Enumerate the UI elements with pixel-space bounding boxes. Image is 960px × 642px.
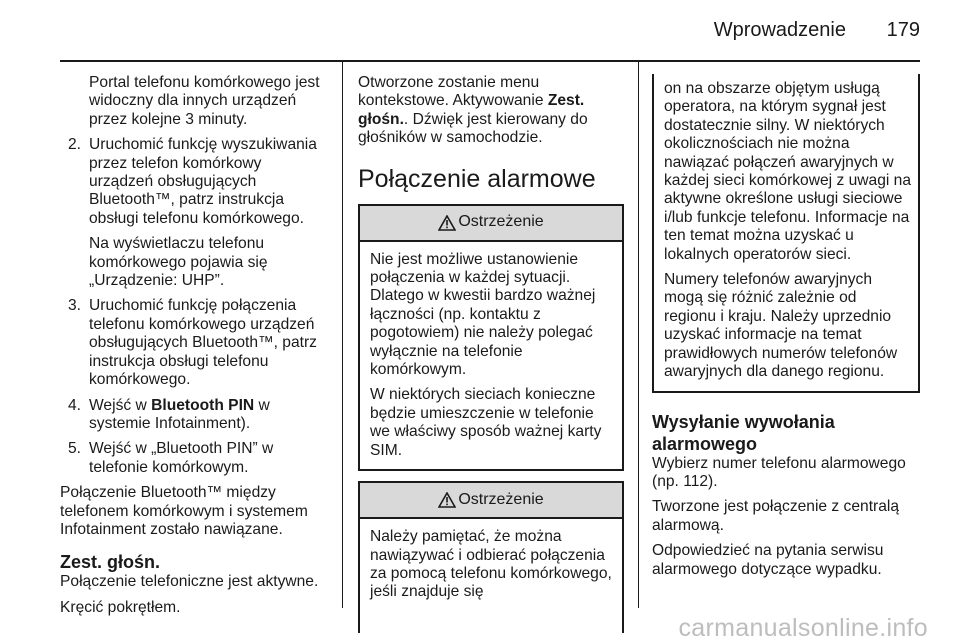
warning-box-2-continued bbox=[652, 74, 920, 393]
connection-paragraph: Tworzone jest połączenie z centralą alarmową. bbox=[652, 498, 900, 534]
warning-title: Ostrzeżenie bbox=[458, 490, 544, 508]
list-item-3 bbox=[60, 297, 326, 389]
warning-box-1 bbox=[358, 204, 624, 471]
context-menu-paragraph bbox=[358, 74, 624, 148]
list-item-2 bbox=[60, 136, 326, 290]
emergency-call-heading: Wysyłanie wywołania alarmowego bbox=[652, 411, 835, 454]
warning-body bbox=[360, 242, 622, 469]
warning-paragraph: Nie jest możliwe ustanowienie połączenia w każdej sytuacji. Dlatego w kwestii bardzo ważnej łączności (np. kontaktu z pogotowiem) nie należy polegać wyłącznie na telefonie komórkowym. bbox=[370, 250, 596, 379]
connected-paragraph: Połączenie Bluetooth™ między telefonem komórkowym i systemem Infotainment zostało nawiązane. bbox=[60, 484, 308, 538]
warning-header bbox=[360, 206, 622, 242]
intro-paragraph: Portal telefonu komórkowego jest widoczny dla innych urządzeń przez kolejne 3 minuty. bbox=[89, 74, 320, 128]
warning-triangle-icon bbox=[438, 492, 456, 508]
list-number: 5. bbox=[68, 440, 82, 458]
warning-paragraph: Należy pamiętać, że można nawiązywać i odbierać połączenia za pomocą telefonu komórkowego, jeśli znajduje się bbox=[370, 528, 612, 601]
column-3 bbox=[652, 74, 920, 586]
header-divider bbox=[60, 60, 920, 62]
answer-questions-paragraph: Odpowiedzieć na pytania serwisu alarmowego dotyczące wypadku. bbox=[652, 542, 884, 578]
warning-triangle-icon bbox=[438, 215, 456, 231]
list-item-text: Wejść w „Bluetooth PIN” w telefonie komórkowym. bbox=[89, 440, 274, 476]
dial-number-paragraph: Wybierz numer telefonu alarmowego (np. 112). bbox=[652, 454, 906, 490]
list-number: 3. bbox=[68, 297, 82, 315]
turn-knob-paragraph: Kręcić pokrętłem. bbox=[60, 598, 181, 616]
handsfree-heading: Zest. głośn. bbox=[60, 552, 161, 573]
text-fragment: Otworzone zostanie menu kontekstowe. Aktywowanie bbox=[358, 74, 548, 110]
page-number: 179 bbox=[886, 19, 920, 41]
warning-paragraph: W niektórych sieciach konieczne będzie umieszczenie w telefonie we właściwy sposób ważnej karty SIM. bbox=[370, 386, 602, 459]
bluetooth-pin-label: Bluetooth PIN bbox=[151, 396, 255, 414]
section-title: Połączenie alarmowe bbox=[358, 164, 596, 193]
list-number: 2. bbox=[68, 136, 82, 154]
list-item-text: Uruchomić funkcję wyszukiwania przez telefon komórkowy urządzeń obsługujących Bluetooth™, patrz instrukcja obsługi telefonu komórkowego. bbox=[89, 136, 317, 227]
warning-header bbox=[360, 483, 622, 519]
text-fragment: w systemie Infotainment). bbox=[89, 396, 270, 432]
page-header-title: Wprowadzenie bbox=[713, 19, 846, 41]
list-item-text: Uruchomić funkcję połączenia telefonu komórkowego urządzeń obsługujących Bluetooth™, patrz instrukcja obsługi telefonu komórkowego. bbox=[89, 297, 317, 389]
list-item-note: Na wyświetlaczu telefonu komórkowego pojawia się „Urządzenie: UHP”. bbox=[89, 235, 268, 290]
column-divider-1 bbox=[342, 62, 343, 608]
text-fragment: . Dźwięk jest kierowany do głośników w samochodzie. bbox=[358, 110, 588, 147]
warning-paragraph: Numery telefonów awaryjnych mogą się różnić zależnie od regionu i kraju. Należy uprzednio uzyskać informacje na temat prawidłowych numerów telefonów awaryjnych dla danego regionu. bbox=[664, 271, 898, 381]
warning-title: Ostrzeżenie bbox=[458, 213, 544, 231]
warning-paragraph: on na obszarze objętym usługą operatora, na którym sygnał jest dostatecznie silny. W niektórych okolicznościach nie można nawiązać połączeń awaryjnych w każdej sieci komórkowej z uwagi na aktywne określone usługi sieciowe i/lub funkcje telefonu. Informacje na ten temat można uzyskać u lokalnych operatorów sieci. bbox=[664, 80, 912, 263]
list-item-4 bbox=[60, 397, 326, 434]
active-call-paragraph: Połączenie telefoniczne jest aktywne. bbox=[60, 573, 319, 591]
column-1 bbox=[60, 74, 326, 624]
column-2 bbox=[358, 74, 624, 641]
list-item-5 bbox=[60, 440, 326, 477]
column-divider-2 bbox=[638, 62, 639, 608]
handsfree-label: Zest. głośn. bbox=[358, 92, 585, 128]
warning-box-2 bbox=[358, 481, 624, 633]
watermark: carmanualsonline.info bbox=[678, 614, 928, 642]
list-number: 4. bbox=[68, 396, 82, 414]
list-item-text bbox=[89, 397, 326, 434]
text-fragment: Wejść w bbox=[89, 396, 152, 414]
